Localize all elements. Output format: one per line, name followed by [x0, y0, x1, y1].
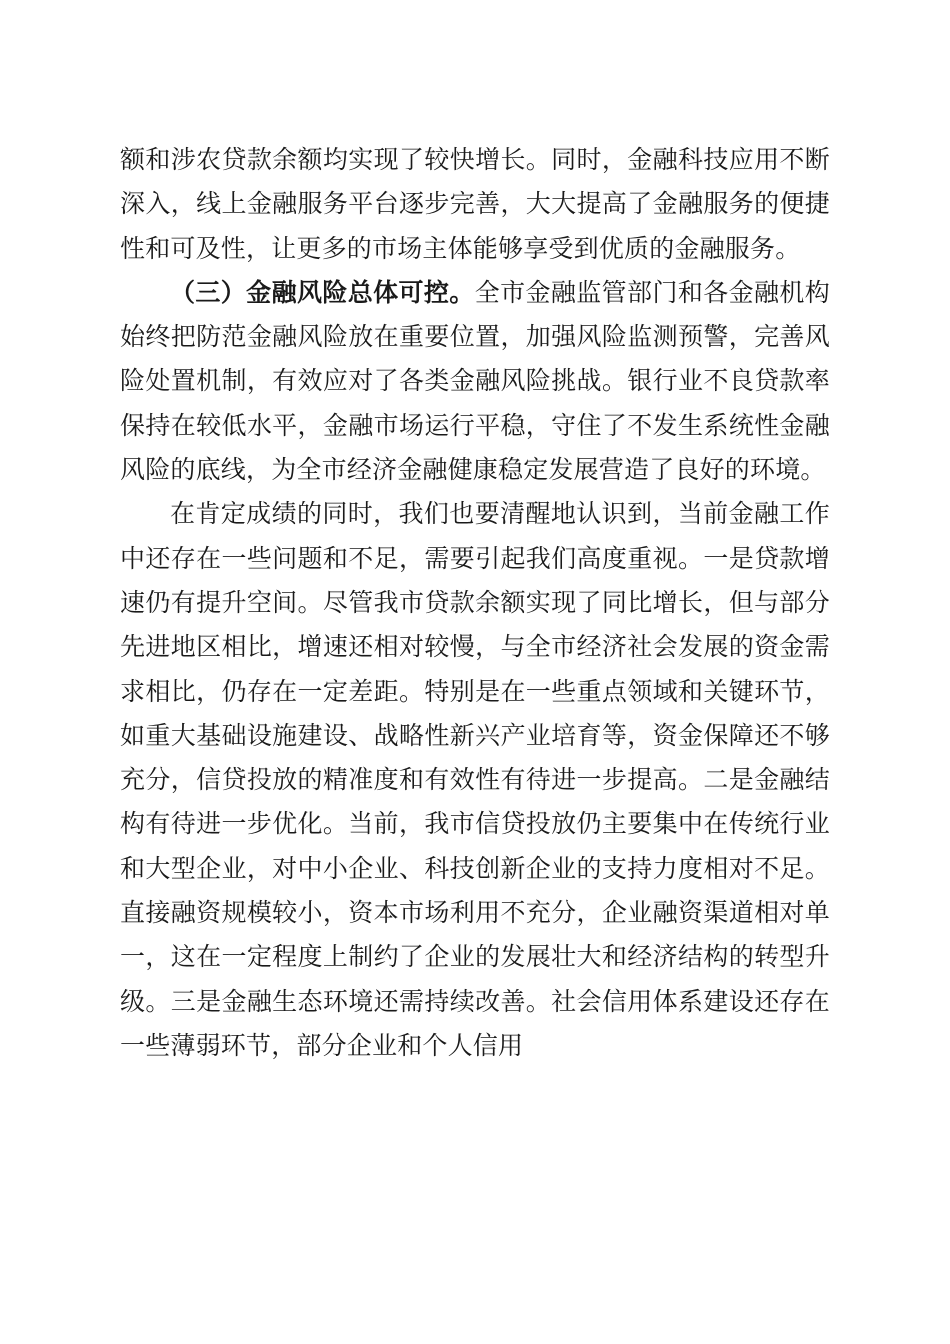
document-body	[120, 138, 830, 1068]
paragraph-problems: 在肯定成绩的同时，我们也要清醒地认识到，当前金融工作中还存在一些问题和不足，需要引起我们高度重视。一是贷款增速仍有提升空间。尽管我市贷款余额实现了同比增长，但与部分先进地区相比，增速还相对较慢，与全市经济社会发展的资金需求相比，仍存在一定差距。特别是在一些重点领域和关键环节，如重大基础设施建设、战略性新兴产业培育等，资金保障还不够充分，信贷投放的精准度和有效性有待进一步提高。二是金融结构有待进一步优化。当前，我市信贷投放仍主要集中在传统行业和大型企业，对中小企业、科技创新企业的支持力度相对不足。直接融资规模较小，资本市场利用不充分，企业融资渠道相对单一，这在一定程度上制约了企业的发展壮大和经济结构的转型升级。三是金融生态环境还需持续改善。社会信用体系建设还存在一些薄弱环节，部分企业和个人信用	[120, 499, 830, 1060]
paragraph-continuation: 额和涉农贷款余额均实现了较快增长。同时，金融科技应用不断深入，线上金融服务平台逐步完善，大大提高了金融服务的便捷性和可及性，让更多的市场主体能够享受到优质的金融服务。	[120, 145, 830, 263]
paragraph-financial-risk-body: 全市金融监管部门和各金融机构始终把防范金融风险放在重要位置，加强风险监测预警，完善风险处置机制，有效应对了各类金融风险挑战。银行业不良贷款率保持在较低水平，金融市场运行平稳，守住了不发生系统性金融风险的底线，为全市经济金融健康稳定发展营造了良好的环境。	[120, 277, 830, 485]
section-heading-financial-risk: （三）金融风险总体可控。	[170, 277, 475, 307]
paragraph-financial-risk	[120, 271, 830, 492]
